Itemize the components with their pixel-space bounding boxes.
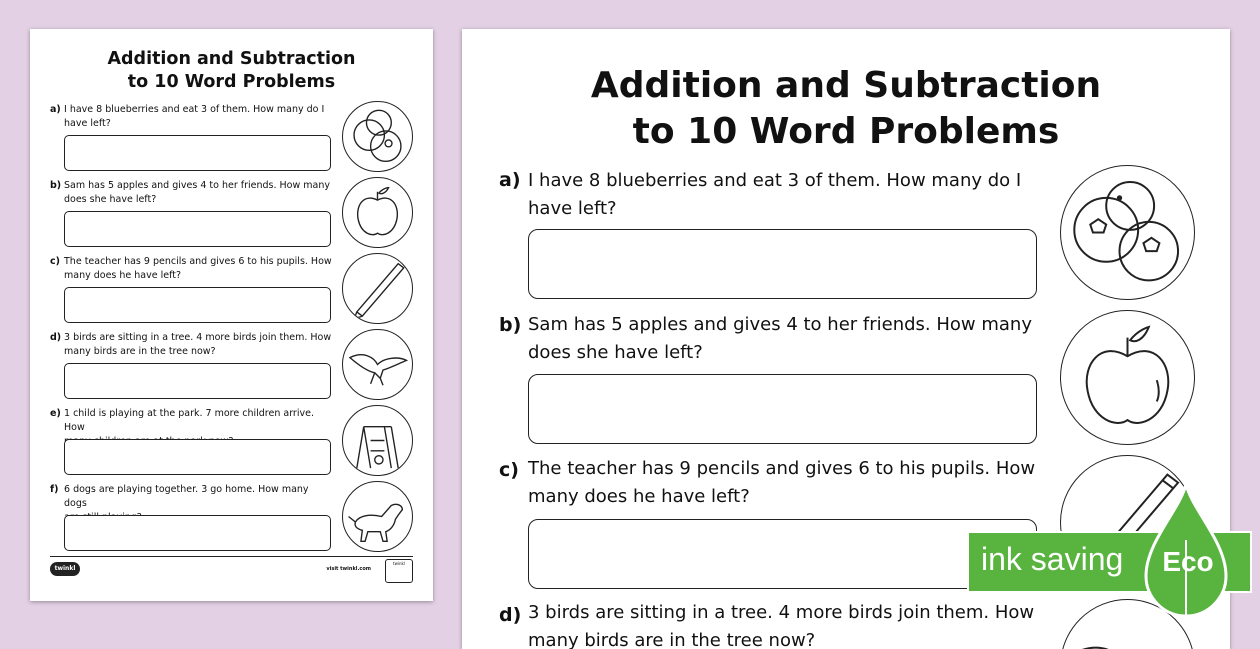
question-text-line: The teacher has 9 pencils and gives 6 to his pupils. How	[528, 458, 1036, 479]
apple-icon	[342, 177, 413, 248]
playground-icon	[342, 405, 413, 476]
question-text-line: The teacher has 9 pencils and gives 6 to his pupils. How	[64, 256, 332, 267]
footer-url: visit twinkl.com	[326, 566, 371, 572]
question-text-line: have left?	[64, 118, 111, 129]
answer-box[interactable]	[64, 287, 331, 323]
question-label: b)	[50, 180, 62, 191]
question-text	[64, 179, 332, 207]
question-text-line: I have 8 blueberries and eat 3 of them. How many do I	[64, 104, 325, 115]
answer-box[interactable]	[528, 229, 1037, 299]
apple-icon	[1060, 310, 1195, 445]
question-label: d)	[499, 604, 522, 626]
question-text-line: 1 child is playing at the park. 7 more children arrive. How	[64, 408, 314, 433]
question-text-line: Sam has 5 apples and gives 4 to her friends. How many	[528, 314, 1032, 335]
question-label: a)	[50, 104, 61, 115]
answer-box[interactable]	[64, 439, 331, 475]
question-text-line: does she have left?	[528, 342, 703, 363]
question-label: e)	[50, 408, 61, 419]
answer-box[interactable]	[64, 135, 331, 171]
answer-box[interactable]	[64, 515, 331, 551]
question-text-line: I have 8 blueberries and eat 3 of them. How many do I	[528, 170, 1022, 191]
answer-box[interactable]	[528, 519, 1037, 589]
question-text-line: 6 dogs are playing together. 3 go home. How many dogs	[64, 484, 309, 509]
question-text	[528, 167, 1048, 223]
answer-box[interactable]	[528, 374, 1037, 444]
question-text-line: many birds are in the tree now?	[528, 630, 816, 649]
question-text	[64, 331, 332, 359]
twinkl-logo: twinkl	[50, 562, 80, 576]
title-line-2: to 10 Word Problems	[632, 111, 1060, 152]
question-text-line: does she have left?	[64, 194, 157, 205]
bird-icon	[342, 329, 413, 400]
answer-box[interactable]	[64, 363, 331, 399]
question-text	[64, 255, 332, 283]
blueberries-icon	[1060, 165, 1195, 300]
question-text-line: Sam has 5 apples and gives 4 to her friends. How many	[64, 180, 330, 191]
title-line-1: Addition and Subtraction	[107, 49, 356, 69]
answer-box[interactable]	[64, 211, 331, 247]
worksheet-title	[30, 48, 433, 94]
question-label: c)	[50, 256, 60, 267]
twinkl-badge: twinkl	[385, 559, 413, 583]
title-line-2: to 10 Word Problems	[127, 72, 336, 92]
question-text-line: many does he have left?	[528, 486, 750, 507]
question-label: c)	[499, 459, 519, 481]
question-text-line: 3 birds are sitting in a tree. 4 more birds join them. How	[528, 602, 1035, 623]
question-label: f)	[50, 484, 59, 495]
question-text-line: many birds are in the tree now?	[64, 346, 216, 357]
pencil-icon	[342, 253, 413, 324]
dog-icon	[342, 481, 413, 552]
worksheet-title	[462, 63, 1230, 155]
blueberries-icon	[342, 101, 413, 172]
question-text	[528, 599, 1048, 649]
question-label: a)	[499, 169, 521, 191]
question-text-line: have left?	[528, 198, 617, 219]
worksheet-preview-page	[30, 29, 433, 601]
question-label: b)	[499, 314, 522, 336]
question-text-line: many does he have left?	[64, 270, 182, 281]
title-line-1: Addition and Subtraction	[590, 65, 1102, 106]
question-text	[528, 455, 1048, 511]
footer-divider	[50, 556, 413, 557]
eco-badge-label: Eco	[1162, 546, 1214, 577]
ink-saving-label: ink saving	[981, 541, 1124, 577]
question-text-line: 3 birds are sitting in a tree. 4 more birds join them. How	[64, 332, 332, 343]
question-text	[64, 103, 332, 131]
question-text	[528, 311, 1048, 367]
question-label: d)	[50, 332, 62, 343]
